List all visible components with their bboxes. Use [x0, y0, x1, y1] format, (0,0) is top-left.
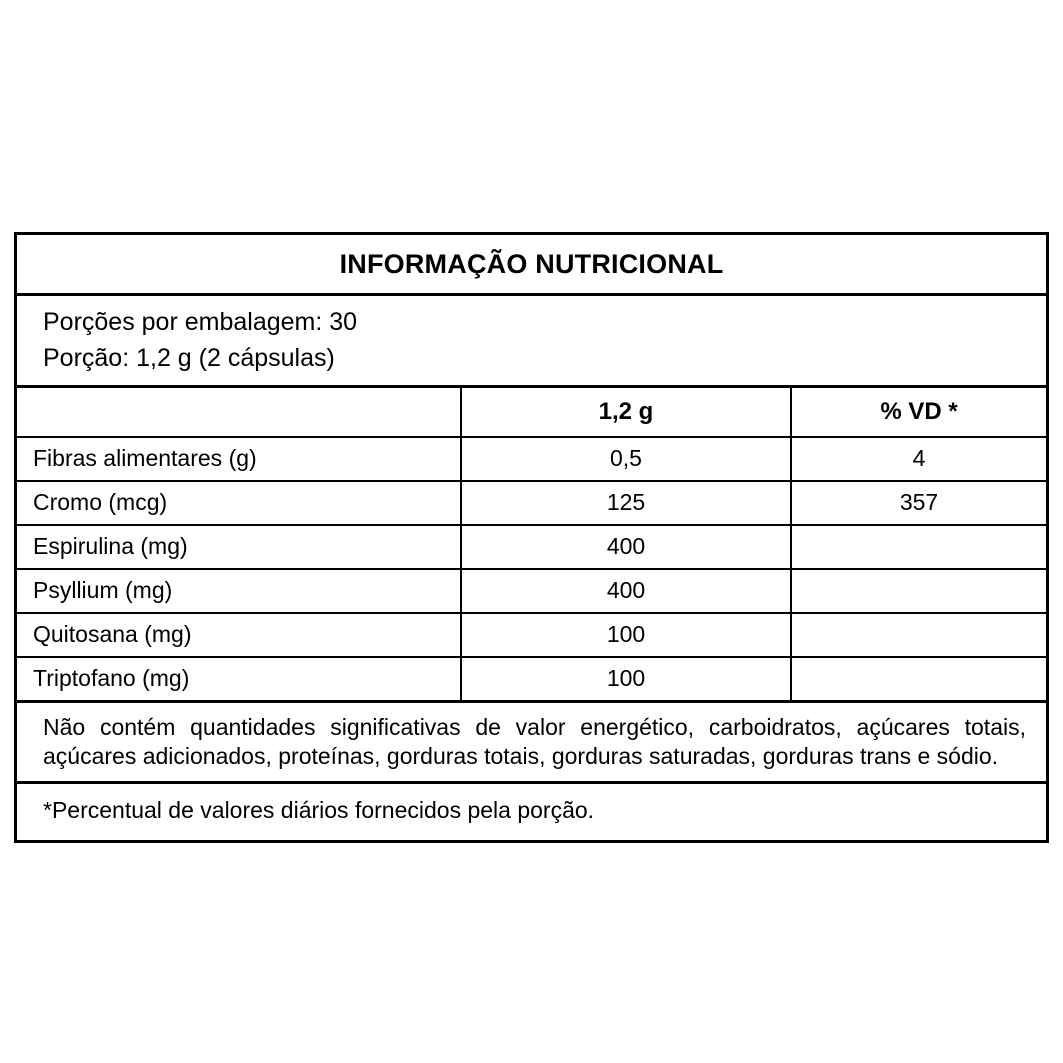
row-vd: 357: [791, 481, 1046, 525]
row-nutrient: Espirulina (mg): [17, 525, 461, 569]
row-nutrient: Fibras alimentares (g): [17, 437, 461, 481]
portion-size: Porção: 1,2 g (2 cápsulas): [43, 344, 335, 373]
row-amount: 400: [461, 569, 791, 613]
row-vd: [791, 657, 1046, 702]
column-header-amount: 1,2 g: [461, 388, 791, 437]
table-row: [17, 437, 1046, 481]
nutrition-table: [17, 388, 1046, 703]
row-amount: 0,5: [461, 437, 791, 481]
table-row: [17, 481, 1046, 525]
column-header-nutrient: [17, 388, 461, 437]
row-vd: [791, 569, 1046, 613]
row-nutrient: Quitosana (mg): [17, 613, 461, 657]
note-daily-values: *Percentual de valores diários fornecidos pela porção.: [43, 797, 595, 824]
row-amount: 125: [461, 481, 791, 525]
table-header-row: [17, 388, 1046, 437]
row-vd: [791, 613, 1046, 657]
nutrition-facts-panel: [14, 232, 1049, 843]
row-vd: [791, 525, 1046, 569]
row-amount: 100: [461, 613, 791, 657]
nutrition-title-row: [17, 235, 1046, 296]
table-row: [17, 657, 1046, 702]
table-row: [17, 613, 1046, 657]
row-nutrient: Triptofano (mg): [17, 657, 461, 702]
row-amount: 100: [461, 657, 791, 702]
portions-per-package: Porções por embalagem: 30: [43, 308, 358, 336]
column-header-vd: % VD *: [791, 388, 1046, 437]
row-nutrient: Cromo (mcg): [17, 481, 461, 525]
row-amount: 400: [461, 525, 791, 569]
note-not-significant: Não contém quantidades significativas de valor energético, carboidratos, açúcares totais, açúcares adicionados, proteínas, gorduras totais, gorduras saturadas, gorduras trans e sódio.: [17, 703, 1046, 785]
table-row: [17, 525, 1046, 569]
row-nutrient: Psyllium (mg): [17, 569, 461, 613]
table-row: [17, 569, 1046, 613]
page-title: INFORMAÇÃO NUTRICIONAL: [339, 248, 724, 279]
table-body: [17, 437, 1046, 702]
row-vd: 4: [791, 437, 1046, 481]
portions-block: [17, 296, 1046, 388]
